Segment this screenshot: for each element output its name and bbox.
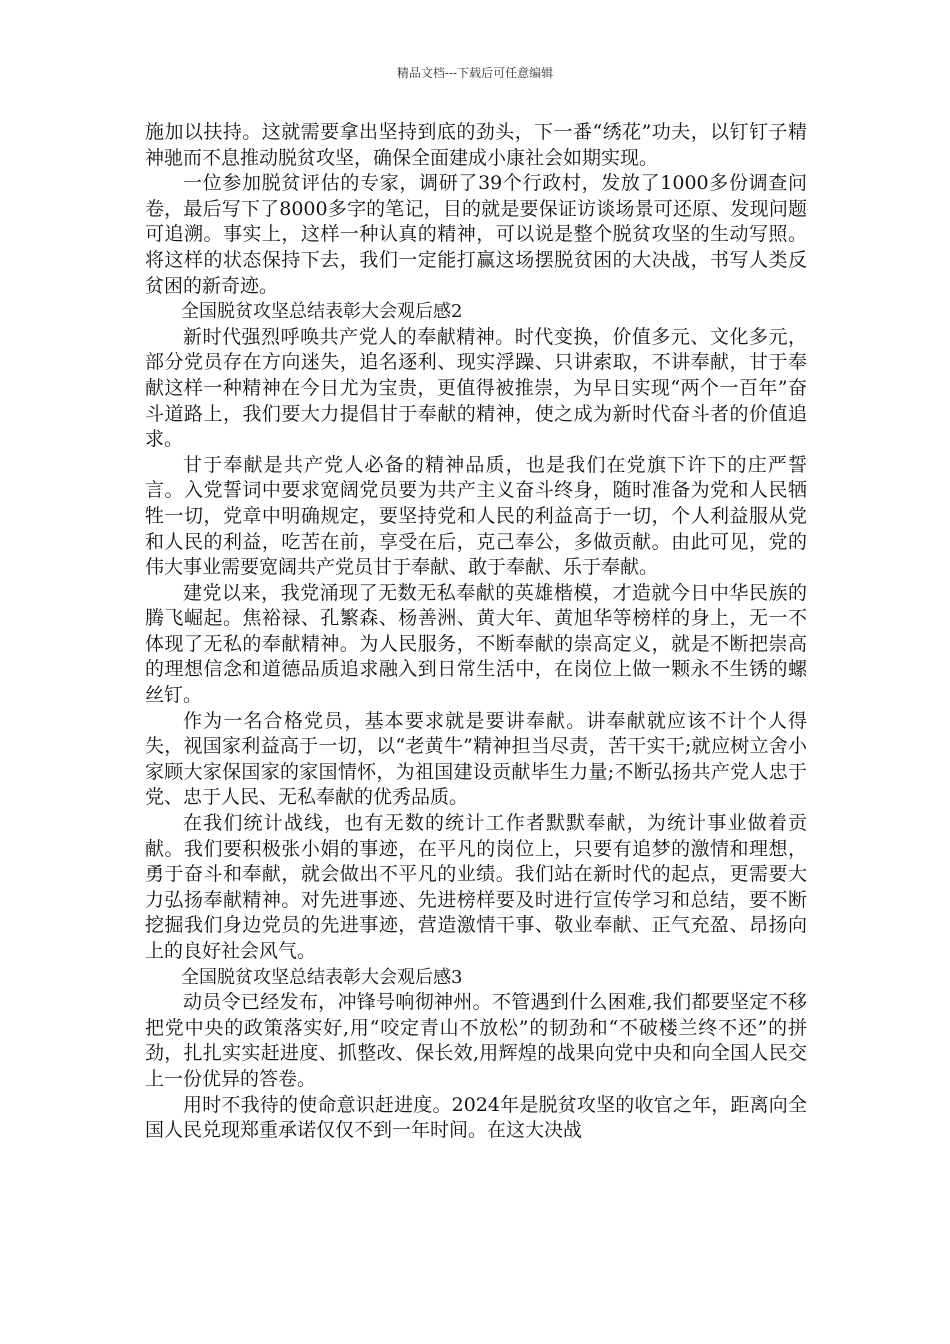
- paragraph: 作为一名合格党员，基本要求就是要讲奉献。讲奉献就应该不计个人得失，视国家利益高于一切，以“老黄牛”精神担当尽责，苦干实干;就应树立舍小家顾大家保国家的家国情怀，为祖国建设贡献毕生力量;不断弘扬共产党人忠于党、忠于人民、无私奉献的优秀品质。: [145, 709, 807, 809]
- paragraph: 施加以扶持。这就需要拿出坚持到底的劲头，下一番“绣花”功夫，以钉钉子精神驰而不息推动脱贫攻坚，确保全面建成小康社会如期实现。: [145, 121, 807, 169]
- paragraph: 动员令已经发布，冲锋号响彻神州。不管遇到什么困难,我们都要坚定不移把党中央的政策落实好,用“咬定青山不放松”的韧劲和“不破楼兰终不还”的拼劲，扎扎实实赶进度、抓整改、保长效,用辉煌的战果向党中央和向全国人民交上一份优异的答卷。: [145, 991, 807, 1090]
- paragraph: 新时代强烈呼唤共产党人的奉献精神。时代变换，价值多元、文化多元，部分党员存在方向迷失，追名逐利、现实浮躁、只讲索取，不讲奉献，甘于奉献这样一种精神在今日尤为宝贵，更值得被推崇，为早日实现“两个一百年”奋斗道路上，我们要大力提倡甘于奉献的精神，使之成为新时代奋斗者的价值追求。: [145, 325, 807, 451]
- paragraph: 用时不我待的使命意识赶进度。2024年是脱贫攻坚的收官之年，距离向全国人民兑现郑重承诺仅仅不到一年时间。在这大决战: [145, 1093, 807, 1142]
- document-body: [145, 120, 807, 1144]
- page-header: 精品文档---下载后可任意编辑: [396, 66, 554, 80]
- paragraph: 甘于奉献是共产党人必备的精神品质，也是我们在党旗下许下的庄严誓言。入党誓词中要求宽阔党员要为共产主义奋斗终身，随时准备为党和人民牺牲一切，党章中明确规定，要坚持党和人民的利益高于一切，个人利益服从党和人民的利益，吃苦在前，享受在后，克己奉公，多做贡献。由此可见，党的伟大事业需要宽阔共产党员甘于奉献、敢于奉献、乐于奉献。: [145, 453, 807, 579]
- paragraph: 建党以来，我党涌现了无数无私奉献的英雄楷模，才造就今日中华民族的腾飞崛起。焦裕禄、孔繁森、杨善洲、黄大年、黄旭华等榜样的身上，无一不体现了无私的奉献精神。为人民服务，不断奉献的崇高定义，就是不断把崇高的理想信念和道德品质追求融入到日常生活中，在岗位上做一颗永不生锈的螺丝钉。: [145, 581, 807, 707]
- section-heading: 全国脱贫攻坚总结表彰大会观后感2: [181, 301, 463, 323]
- paragraph: 一位参加脱贫评估的专家，调研了39个行政村，发放了1000多份调查问卷，最后写下了8000多字的笔记，目的就是要保证访谈场景可还原、发现问题可追溯。事实上，这样一种认真的精神，可以说是整个脱贫攻坚的生动写照。将这样的状态保持下去，我们一定能打赢这场摆脱贫困的大决战，书写人类反贫困的新奇迹。: [145, 172, 807, 297]
- section-heading: 全国脱贫攻坚总结表彰大会观后感3: [181, 966, 463, 988]
- paragraph: 在我们统计战线，也有无数的统计工作者默默奉献，为统计事业做着贡献。我们要积极张小娟的事迹，在平凡的岗位上，只要有追梦的激情和理想，勇于奋斗和奉献，就会做出不平凡的业绩。我们站在新时代的起点，更需要大力弘扬奉献精神。对先进事迹、先进榜样要及时进行宣传学习和总结，要不断挖掘我们身边党员的先进事迹，营造激情干事、敬业奉献、正气充盈、昂扬向上的良好社会风气。: [145, 812, 807, 962]
